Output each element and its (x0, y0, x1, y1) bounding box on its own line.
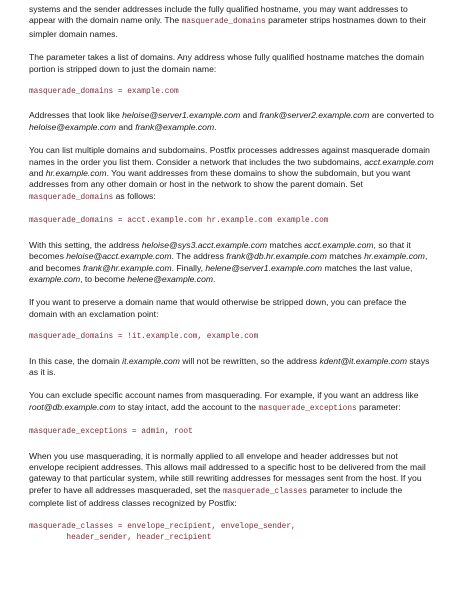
code-block: masquerade_classes = envelope_recipient, envelope_sender, header_sender, header_recipient (29, 522, 296, 542)
inline-code: masquerade_domains (29, 193, 114, 202)
inline-code: masquerade_domains (181, 18, 266, 27)
paragraph-classes: When you use masquerading, it is normally applied to all envelope and header addresses but not envelope recipient addresses. This allows mail addressed to a specific host to be delivered from the mail gateway to that particular system, while still rewriting addresses for messages sent from the host. If you prefer to have all addresses masqueraded, set the masquerade_classes parameter to include the complete list of address classes recognized by Postfix: (29, 450, 426, 509)
paragraph-preserve: If you want to preserve a domain name that would otherwise be stripped down, you can preface the domain with an exclamation point: (29, 297, 407, 319)
code-block: masquerade_domains = example.com (29, 88, 179, 97)
paragraph-domain-list: The parameter takes a list of domains. Any address whose fully qualified hostname matches the domain portion is stripped down to just the domain name: (29, 52, 425, 74)
inline-code: masquerade_exceptions (258, 404, 357, 413)
paragraph-exceptions: You can exclude specific account names from masquerading. For example, if you want an address like root@db.example.com to stay intact, add the account to the masquerade_exceptions parameter: (29, 390, 419, 413)
paragraph-not-rewritten: In this case, the domain it.example.com will not be rewritten, so the address kdent@it.example.com stays as it is. (29, 355, 430, 377)
code-block: masquerade_exceptions = admin, root (29, 428, 193, 437)
code-block: masquerade_domains = !it.example.com, example.com (29, 333, 259, 342)
paragraph-subdomains: You can list multiple domains and subdomains. Postfix processes addresses against masquerade domain names in the order you list them. Consider a network that includes the two subdomains, acct.example.com and hr.example.com. You want addresses from these domains to show the subdomain, but you want addresses from any other domain or host in the network to show the parent domain. Set masquerade_domains as follows: (29, 145, 434, 202)
paragraph-intro: systems and the sender addresses include the fully qualified hostname, you may want addresses to appear with the domain name only. The masquerade_domains parameter strips hostnames down to their simpler domain names. (29, 4, 427, 39)
paragraph-example-addresses: Addresses that look like heloise@server1.example.com and frank@server2.example.com are converted to heloise@example.com and frank@example.com. (29, 110, 434, 132)
code-block: masquerade_domains = acct.example.com hr.example.com example.com (29, 217, 329, 226)
inline-code: masquerade_classes (222, 487, 308, 496)
paragraph-matching: With this setting, the address heloise@sys3.acct.example.com matches acct.example.com, so that it becomes heloise@acct.example.com. The address frank@db.hr.example.com matches hr.example.com, and becomes frank@hr.example.com. Finally, helene@server1.example.com matches the last value, example.com, to become helene@example.com. (29, 239, 428, 284)
